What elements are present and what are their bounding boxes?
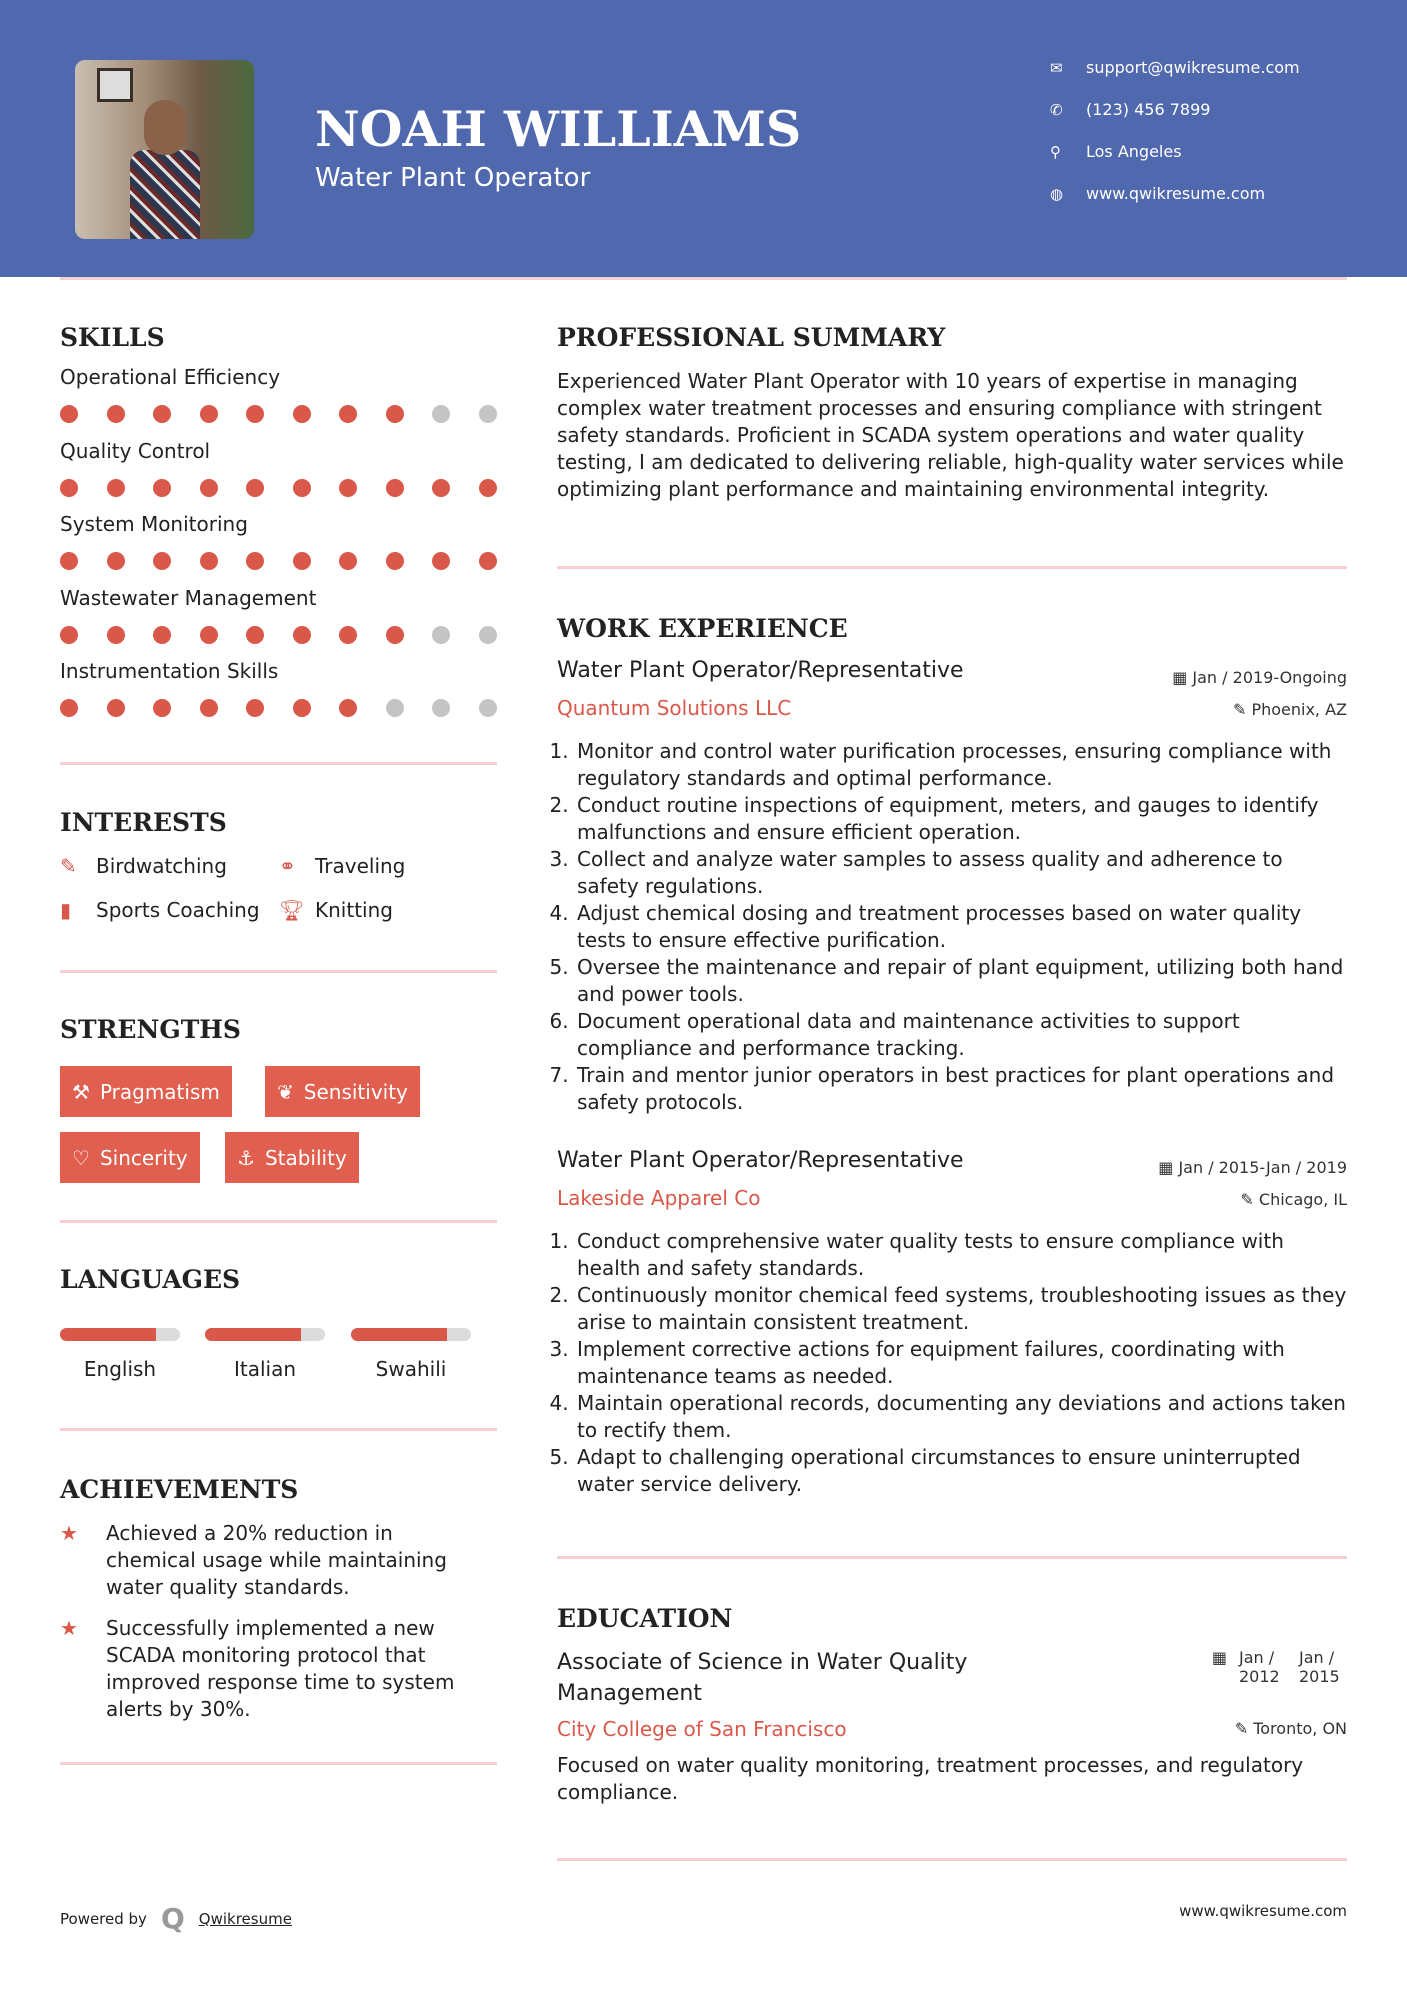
skill-dot <box>246 699 264 717</box>
skill-dot <box>107 626 125 644</box>
interest-label: Birdwatching <box>96 854 227 878</box>
skill-dot <box>107 479 125 497</box>
gavel-icon: ⚒ <box>72 1079 90 1104</box>
strength-label: Stability <box>264 1145 347 1170</box>
location-text: Phoenix, AZ <box>1251 700 1347 719</box>
skill-dot <box>200 626 218 644</box>
skill-name: Instrumentation Skills <box>60 659 279 683</box>
skill-dot <box>386 479 404 497</box>
skill-dot <box>200 699 218 717</box>
skill-dot <box>153 626 171 644</box>
pin-icon: ✎ <box>1234 1719 1254 1738</box>
skill-dot <box>432 405 450 423</box>
duty-item: 3. Implement corrective actions for equipment failures, coordinating with maintenance teams as needed. <box>575 1336 1347 1390</box>
skill-dot <box>60 552 78 570</box>
powered-by-text: Powered by <box>60 1909 147 1928</box>
skill-dot <box>60 479 78 497</box>
job-company: Quantum Solutions LLC <box>557 696 792 720</box>
skill-dot <box>246 626 264 644</box>
globe-icon: ◍ <box>1050 184 1064 203</box>
skill-dot <box>107 699 125 717</box>
envelope-icon: ✉ <box>1050 58 1063 77</box>
brand-link[interactable]: Qwikresume <box>198 1909 292 1928</box>
contact-email[interactable] <box>1050 58 1300 77</box>
skill-dot <box>246 405 264 423</box>
skill-dot <box>153 552 171 570</box>
skill-dot <box>60 699 78 717</box>
trophy-icon: 🏆︎ <box>279 898 305 922</box>
achievement-text: Achieved a 20% reduction in chemical usage while maintaining water quality standards. <box>106 1521 447 1599</box>
divider <box>60 1428 497 1431</box>
divider <box>60 762 497 765</box>
duty-item: 6. Document operational data and maintenance activities to support compliance and performance tracking. <box>575 1008 1347 1062</box>
skill-name: System Monitoring <box>60 512 248 536</box>
footer-powered <box>60 1902 292 1935</box>
contact-text: (123) 456 7899 <box>1086 100 1211 119</box>
language-level-bar <box>60 1328 156 1341</box>
achievements-heading: ACHIEVEMENTS <box>60 1475 299 1504</box>
duty-item: 2. Continuously monitor chemical feed systems, troubleshooting issues as they arise to maintain consistent treatment. <box>575 1282 1347 1336</box>
skill-dot <box>386 405 404 423</box>
duty-item: 1. Conduct comprehensive water quality tests to ensure compliance with health and safety standards. <box>575 1228 1347 1282</box>
education-description: Focused on water quality monitoring, treatment processes, and regulatory compliance. <box>557 1753 1304 1804</box>
contact-phone[interactable] <box>1050 100 1210 119</box>
school-name: City College of San Francisco <box>557 1717 847 1741</box>
duty-item: 2. Conduct routine inspections of equipment, meters, and gauges to identify malfunctions and ensure efficient operation. <box>575 792 1347 846</box>
job-company: Lakeside Apparel Co <box>557 1186 761 1210</box>
calendar-icon: ▦ <box>1172 668 1193 687</box>
dates-text: Jan / 2019-Ongoing <box>1192 668 1347 687</box>
duty-item: 5. Oversee the maintenance and repair of plant equipment, utilizing both hand and power tools. <box>575 954 1347 1008</box>
briefcase-icon: ▮ <box>60 898 72 922</box>
interest-label: Sports Coaching <box>96 898 260 922</box>
strength-tag <box>60 1132 200 1183</box>
skill-name: Wastewater Management <box>60 585 317 610</box>
divider <box>557 1858 1347 1861</box>
divider <box>60 277 1347 280</box>
interest-item <box>60 854 227 878</box>
strength-label: Pragmatism <box>99 1079 220 1104</box>
duty-item: 4. Maintain operational records, documenting any deviations and actions taken to rectify them. <box>575 1390 1347 1444</box>
interests-heading: INTERESTS <box>60 808 227 837</box>
skill-dot <box>293 626 311 644</box>
skill-dot <box>339 552 357 570</box>
skill-dot <box>339 626 357 644</box>
language-name: English <box>83 1357 157 1381</box>
profile-photo <box>75 60 254 239</box>
skill-dot <box>386 699 404 717</box>
contact-text: www.qwikresume.com <box>1086 184 1266 203</box>
phone-icon: ✆ <box>1050 100 1063 119</box>
interest-label: Knitting <box>315 898 393 922</box>
skill-dot <box>479 552 497 570</box>
skill-dot <box>60 405 78 423</box>
qwikresume-logo-icon: Q <box>160 1902 185 1935</box>
summary-text: Experienced Water Plant Operator with 10 years of expertise in managing complex water treatment processes and ensuring compliance with stringent safety standards. Proficient in SCADA system operations and water quality testing, I am dedicated to delivering reliable, high-quality water services while optimizing plant performance and maintaining environmental integrity. <box>557 369 1344 501</box>
interest-item <box>279 854 405 878</box>
contact-location <box>1050 142 1182 161</box>
star-icon: ★ <box>60 1521 78 1545</box>
language-item <box>351 1328 471 1381</box>
location-text: Toronto, ON <box>1253 1719 1347 1738</box>
skill-rating <box>60 699 497 717</box>
skill-dot <box>293 552 311 570</box>
start-date: Jan / 2012 <box>1239 1648 1280 1686</box>
skill-rating <box>60 405 497 423</box>
skill-dot <box>432 479 450 497</box>
education-heading: EDUCATION <box>557 1604 733 1633</box>
skill-dot <box>293 405 311 423</box>
anchor-icon: ⚓ <box>237 1145 255 1170</box>
skill-dot <box>293 699 311 717</box>
contact-website[interactable] <box>1050 184 1265 203</box>
skill-dot <box>153 699 171 717</box>
divider <box>557 566 1347 569</box>
skill-dot <box>339 699 357 717</box>
skill-dot <box>153 479 171 497</box>
candidate-name: NOAH WILLIAMS <box>315 100 802 158</box>
skill-dot <box>432 626 450 644</box>
job-duties <box>557 1228 1347 1498</box>
divider <box>60 970 497 973</box>
pencil-square-icon: ✎ <box>60 854 77 878</box>
skill-rating <box>60 552 497 570</box>
divider <box>60 1762 497 1765</box>
calendar-icon: ▦ <box>1158 1158 1179 1177</box>
strength-tag <box>60 1066 232 1117</box>
star-icon: ★ <box>60 1616 78 1640</box>
skill-dot <box>107 552 125 570</box>
skill-dot <box>153 405 171 423</box>
skill-dot <box>479 479 497 497</box>
interest-item <box>279 898 393 922</box>
contact-text: Los Angeles <box>1086 142 1182 161</box>
strength-label: Sincerity <box>99 1145 188 1170</box>
skill-dot <box>107 405 125 423</box>
language-item <box>60 1328 180 1381</box>
job-duties <box>557 738 1347 1116</box>
skill-dot <box>339 405 357 423</box>
header <box>0 0 1407 277</box>
calendar-icon: ▦ <box>1211 1648 1227 1667</box>
job-title: Water Plant Operator/Representative <box>557 1148 964 1173</box>
interest-item <box>60 898 260 922</box>
pin-icon: ✎ <box>1240 1190 1259 1209</box>
achievement-item <box>60 1520 480 1601</box>
skill-dot <box>386 626 404 644</box>
leaf-icon: ❦ <box>277 1079 294 1104</box>
education-location <box>1235 1719 1347 1738</box>
language-name: Swahili <box>375 1357 447 1381</box>
language-name: Italian <box>233 1357 297 1381</box>
skills-heading: SKILLS <box>60 323 165 352</box>
skill-name: Operational Efficiency <box>60 365 281 389</box>
skill-dot <box>479 626 497 644</box>
strengths-heading: STRENGTHS <box>60 1015 241 1044</box>
skill-dot <box>60 626 78 644</box>
duty-item: 1. Monitor and control water purification processes, ensuring compliance with regulatory standards and optimal performance. <box>575 738 1347 792</box>
skill-dot <box>200 479 218 497</box>
divider <box>557 1556 1347 1559</box>
duty-item: 3. Collect and analyze water samples to assess quality and adherence to safety regulations. <box>575 846 1347 900</box>
end-date: Jan / 2015 <box>1299 1648 1340 1686</box>
strength-tag <box>265 1066 420 1117</box>
skill-dot <box>246 552 264 570</box>
experience-heading: WORK EXPERIENCE <box>557 614 848 643</box>
job-dates <box>1172 668 1347 687</box>
skill-rating <box>60 626 497 644</box>
skill-name: Quality Control <box>60 438 211 463</box>
location-text: Chicago, IL <box>1258 1190 1347 1209</box>
achievement-text: Successfully implemented a new SCADA monitoring protocol that improved response time to system alerts by 30%. <box>106 1616 455 1721</box>
languages-heading: LANGUAGES <box>60 1265 241 1294</box>
skill-dot <box>432 552 450 570</box>
job-dates <box>1158 1158 1347 1177</box>
contact-text: support@qwikresume.com <box>1086 58 1300 77</box>
language-level-bar <box>351 1328 447 1341</box>
skill-dot <box>479 699 497 717</box>
duty-item: 4. Adjust chemical dosing and treatment processes based on water quality tests to ensure effective purification. <box>575 900 1347 954</box>
duty-item: 5. Adapt to challenging operational circumstances to ensure uninterrupted water service delivery. <box>575 1444 1347 1498</box>
job-location <box>1233 700 1347 719</box>
education-dates <box>1212 1648 1347 1686</box>
skill-dot <box>293 479 311 497</box>
candidate-title: Water Plant Operator <box>315 163 591 193</box>
summary-heading: PROFESSIONAL SUMMARY <box>557 323 946 352</box>
job-title: Water Plant Operator/Representative <box>557 658 964 683</box>
skill-dot <box>432 699 450 717</box>
divider <box>60 1220 497 1223</box>
job-location <box>1240 1190 1347 1209</box>
language-item <box>205 1328 325 1381</box>
duty-item: 7. Train and mentor junior operators in best practices for plant operations and safety protocols. <box>575 1062 1347 1116</box>
skill-dot <box>386 552 404 570</box>
pin-icon: ✎ <box>1232 700 1252 719</box>
skill-dot <box>200 405 218 423</box>
skill-dot <box>339 479 357 497</box>
dates-text: Jan / 2015-Jan / 2019 <box>1178 1158 1347 1177</box>
strength-label: Sensitivity <box>303 1079 408 1104</box>
strength-tag <box>225 1132 359 1183</box>
skill-dot <box>200 552 218 570</box>
language-level-bar <box>205 1328 301 1341</box>
footer-url[interactable]: www.qwikresume.com <box>1179 1902 1347 1920</box>
skill-rating <box>60 479 497 497</box>
binoculars-icon: ⚭ <box>279 854 296 878</box>
degree-title: Associate of Science in Water Quality Management <box>557 1650 968 1706</box>
skill-dot <box>479 405 497 423</box>
map-pin-icon: ⚲ <box>1050 142 1061 161</box>
achievement-item <box>60 1615 480 1723</box>
heart-icon: ♡ <box>72 1145 90 1170</box>
skill-dot <box>246 479 264 497</box>
interest-label: Traveling <box>315 854 406 878</box>
